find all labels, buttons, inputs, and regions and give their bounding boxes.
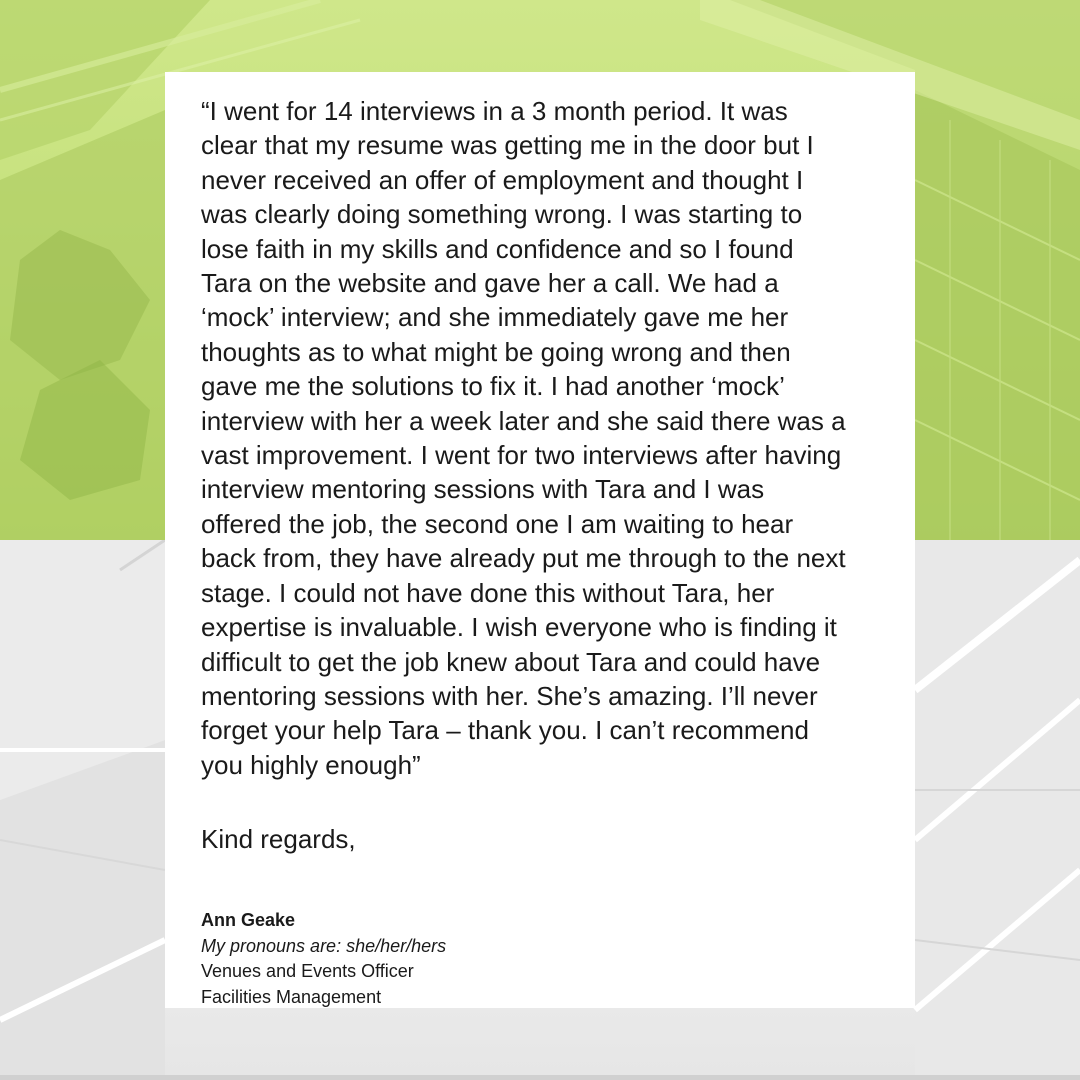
signature-name: Ann Geake xyxy=(201,910,296,930)
testimonial-card xyxy=(165,72,915,1008)
signature-pronouns: My pronouns are: she/her/hers xyxy=(201,935,447,956)
signature-department: Facilities Management xyxy=(201,986,382,1007)
signature-job-title: Venues and Events Officer xyxy=(201,961,414,982)
closing-line: Kind regards, xyxy=(201,824,356,855)
signature-block xyxy=(201,908,446,1010)
testimonial-quote: “I went for 14 interviews in a 3 month period. It was clear that my resume was getting me in the door but I never received an offer of employment and thought I was clearly doing something wrong. I was starting to lose faith in my skills and confidence and so I found Tara on the website and gave her a call. We had a ‘mock’ interview; and she immediately gave me her thoughts as to what might be going wrong and then gave me the solutions to fix it. I had another ‘mock’ interview with her a week later and she said there was a vast improvement. I went for two interviews after having interview mentoring sessions with Tara and I was offered the job, the second one I am waiting to hear back from, they have already put me through to the next stage. I could not have done this without Tara, her expertise is invaluable. I wish everyone who is finding it difficult to get the job knew about Tara and could have mentoring sessions with her. She’s amazing. I’ll never forget your help Tara – thank you. I can’t recommend you highly enough” xyxy=(201,96,846,780)
